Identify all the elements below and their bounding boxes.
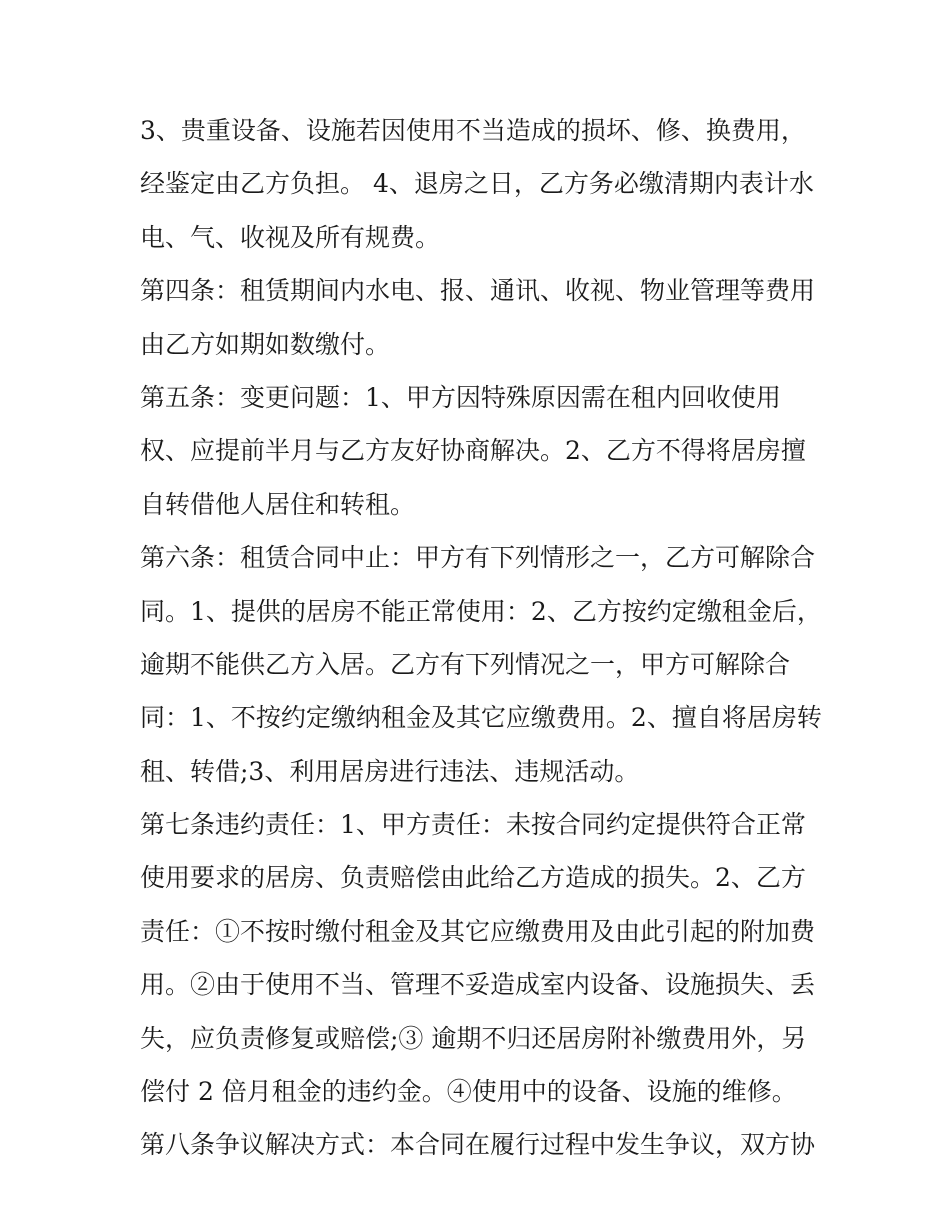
text-line: 自转借他人居住和转租。: [140, 489, 416, 519]
text-line: 同。1、提供的居房不能正常使用：2、乙方按约定缴租金后，: [140, 596, 822, 626]
text-line: 第四条：租赁期间内水电、报、通讯、收视、物业管理等费用: [140, 276, 816, 306]
contract-text: [140, 104, 830, 1172]
text-line: 使用要求的居房、负责赔偿由此给乙方造成的损失。2、乙方: [140, 863, 806, 893]
text-line: 权、应提前半月与乙方友好协商解决。2、乙方不得将居房擅: [140, 436, 806, 466]
text-line: 由乙方如期如数缴付。: [140, 329, 391, 359]
text-line: 偿付 2 倍月租金的违约金。④使用中的设备、设施的维修。: [140, 1077, 797, 1107]
text-line: 失，应负责修复或赔偿;③ 逾期不归还居房附补缴费用外，另: [140, 1023, 807, 1053]
text-line: 责任：①不按时缴付租金及其它应缴费用及由此引起的附加费: [140, 916, 816, 946]
text-line: 第六条：租赁合同中止：甲方有下列情形之一，乙方可解除合: [140, 543, 816, 573]
text-line: 经鉴定由乙方负担。 4、退房之日，乙方务必缴清期内表计水: [140, 169, 814, 199]
text-line: 租、转借;3、利用居房进行违法、违规活动。: [140, 756, 640, 786]
text-line: 逾期不能供乙方入居。乙方有下列情况之一，甲方可解除合: [140, 649, 791, 679]
text-line: 3、贵重设备、设施若因使用不当造成的损坏、修、换费用，: [140, 116, 806, 145]
text-line: 第八条争议解决方式：本合同在履行过程中发生争议，双方协: [140, 1130, 816, 1160]
text-line: 电、气、收视及所有规费。: [140, 222, 441, 252]
text-line: 第五条：变更问题：1、甲方因特殊原因需在租内回收使用: [140, 382, 781, 412]
text-line: 第七条违约责任：1、甲方责任：未按合同约定提供符合正常: [140, 810, 806, 840]
text-line: 同：1、不按约定缴纳租金及其它应缴费用。2、擅自将居房转: [140, 703, 822, 733]
text-line: 用。②由于使用不当、管理不妥造成室内设备、设施损失、丢: [140, 970, 816, 1000]
